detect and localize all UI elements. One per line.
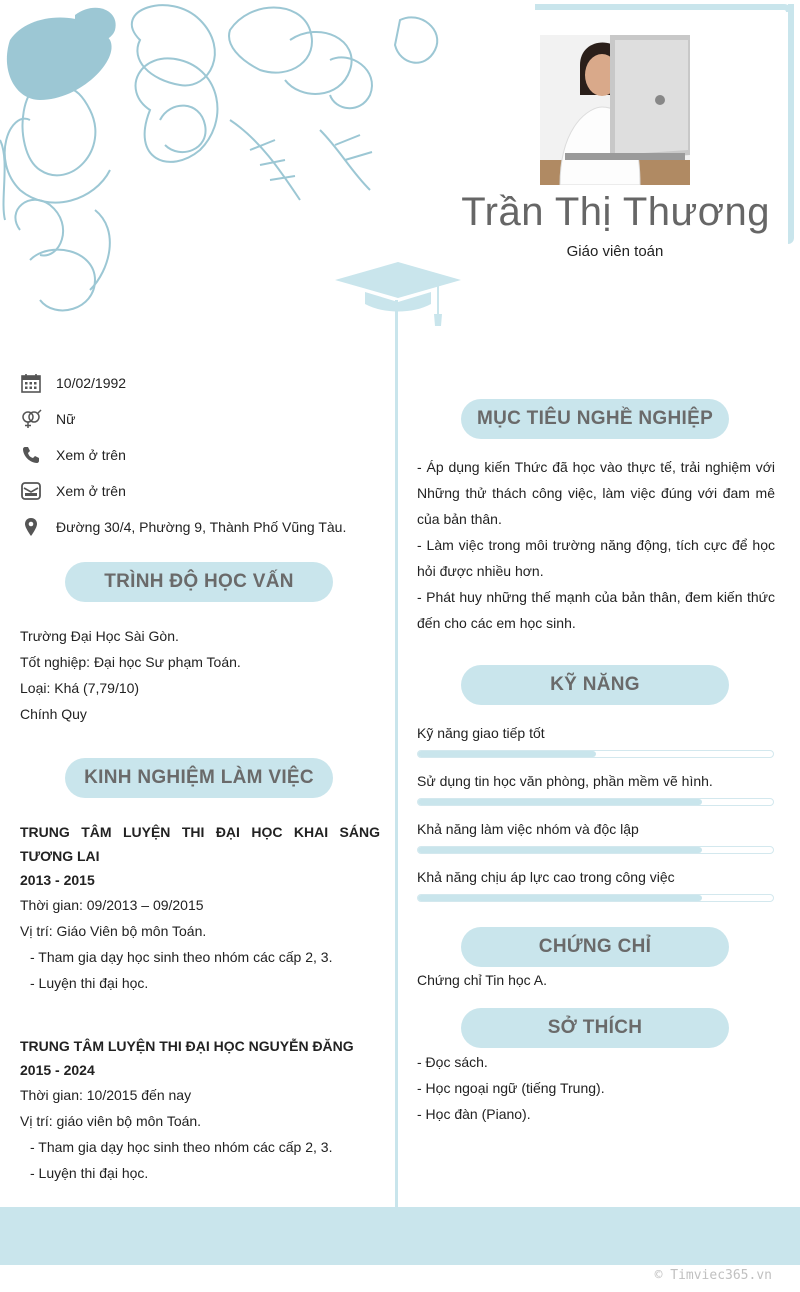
job-position: Vị trí: Giáo Viên bộ môn Toán. xyxy=(20,923,207,939)
job-task: - Luyện thi đại học. xyxy=(30,975,149,991)
education-line: Loại: Khá (7,79/10) xyxy=(20,680,140,696)
skill-bar-fill xyxy=(418,751,596,757)
hobby-line: - Đọc sách. xyxy=(417,1054,488,1070)
objective-heading: MỤC TIÊU NGHỀ NGHIỆP xyxy=(461,399,729,439)
footer-band xyxy=(0,1207,800,1265)
center-divider xyxy=(395,300,398,1208)
address-text: Đường 30/4, Phường 9, Thành Phố Vũng Tàu. xyxy=(56,519,347,535)
job-task: - Tham gia dạy học sinh theo nhóm các cấp 2, 3. xyxy=(30,949,333,965)
watermark: © Timviec365.vn xyxy=(654,1268,772,1283)
skill-label: Kỹ năng giao tiếp tốt xyxy=(417,725,545,741)
hobby-line: - Học ngoại ngữ (tiếng Trung). xyxy=(417,1080,605,1096)
education-heading: TRÌNH ĐỘ HỌC VẤN xyxy=(65,562,333,602)
certificates-heading: CHỨNG CHỈ xyxy=(461,927,729,967)
hobby-line: - Học đàn (Piano). xyxy=(417,1106,531,1122)
certificate-line: Chứng chỉ Tin học A. xyxy=(417,972,547,988)
job-position: Vị trí: giáo viên bộ môn Toán. xyxy=(20,1113,202,1129)
hobbies-heading: SỞ THÍCH xyxy=(461,1008,729,1048)
frame-top-line xyxy=(535,4,792,12)
job-time: Thời gian: 09/2013 – 09/2015 xyxy=(20,897,204,913)
candidate-name: Trần Thị Thương xyxy=(461,190,770,234)
phone-text: Xem ở trên xyxy=(56,447,126,463)
education-line: Chính Quy xyxy=(20,706,87,722)
gender-text: Nữ xyxy=(56,411,76,427)
skill-bar-fill xyxy=(418,895,702,901)
skill-label: Khả năng làm việc nhóm và độc lập xyxy=(417,821,639,837)
job-task: - Tham gia dạy học sinh theo nhóm các cấp 2, 3. xyxy=(30,1139,333,1155)
skill-item xyxy=(417,770,775,806)
skill-bar xyxy=(417,894,774,902)
skill-label: Sử dụng tin học văn phòng, phần mềm vẽ hình. xyxy=(417,773,713,789)
calendar-icon xyxy=(20,372,42,394)
job-company: TRUNG TÂM LUYỆN THI ĐẠI HỌC KHAI SÁNG TƯƠNG LAI xyxy=(20,824,380,864)
job-task: - Luyện thi đại học. xyxy=(30,1165,149,1181)
job-entry-1 xyxy=(20,820,380,996)
hobbies-section xyxy=(417,1049,605,1127)
location-icon xyxy=(20,516,42,538)
frame-right-line xyxy=(786,4,794,244)
education-line: Trường Đại Học Sài Gòn. xyxy=(20,628,179,644)
job-entry-2 xyxy=(20,1034,380,1186)
info-gender xyxy=(20,408,75,430)
email-text: Xem ở trên xyxy=(56,483,126,499)
skill-bar xyxy=(417,798,774,806)
graduation-cap-icon xyxy=(333,262,463,328)
job-period: 2013 - 2015 xyxy=(20,872,95,888)
skill-label: Khả năng chịu áp lực cao trong công việc xyxy=(417,869,675,885)
education-line: Tốt nghiệp: Đại học Sư phạm Toán. xyxy=(20,654,241,670)
job-company: TRUNG TÂM LUYỆN THI ĐẠI HỌC NGUYỄN ĐĂNG xyxy=(20,1038,354,1054)
certificates-section xyxy=(417,967,547,993)
info-phone xyxy=(20,444,126,466)
job-time: Thời gian: 10/2015 đến nay xyxy=(20,1087,192,1103)
portrait-photo xyxy=(540,35,690,185)
job-period: 2015 - 2024 xyxy=(20,1062,95,1078)
skill-bar-fill xyxy=(418,847,702,853)
job-title: Giáo viên toán xyxy=(566,243,664,260)
objective-paragraph: - Áp dụng kiến Thức đã học vào thực tế, trải nghiệm với Những thử thách công việc, làm việc đúng với đam mê của bản thân. xyxy=(417,459,775,527)
info-birthdate xyxy=(20,372,126,394)
phone-icon xyxy=(20,444,42,466)
info-email xyxy=(20,480,126,502)
gender-icon xyxy=(20,408,42,430)
birthdate-text: 10/02/1992 xyxy=(56,375,127,391)
skill-bar xyxy=(417,846,774,854)
skill-item xyxy=(417,866,775,902)
skill-bar-fill xyxy=(418,799,702,805)
skill-item xyxy=(417,818,775,854)
email-icon xyxy=(20,480,42,502)
experience-heading: KINH NGHIỆM LÀM VIỆC xyxy=(65,758,333,798)
skills-heading: KỸ NĂNG xyxy=(461,665,729,705)
info-address xyxy=(20,516,346,538)
skill-item xyxy=(417,722,775,758)
objective-section xyxy=(417,454,775,636)
objective-paragraph: - Làm việc trong môi trường năng động, tích cực để học hỏi được nhiều hơn. xyxy=(417,537,775,579)
skill-bar xyxy=(417,750,774,758)
education-section xyxy=(20,623,241,727)
objective-paragraph: - Phát huy những thế mạnh của bản thân, đem kiến thức đến cho các em học sinh. xyxy=(417,589,775,631)
